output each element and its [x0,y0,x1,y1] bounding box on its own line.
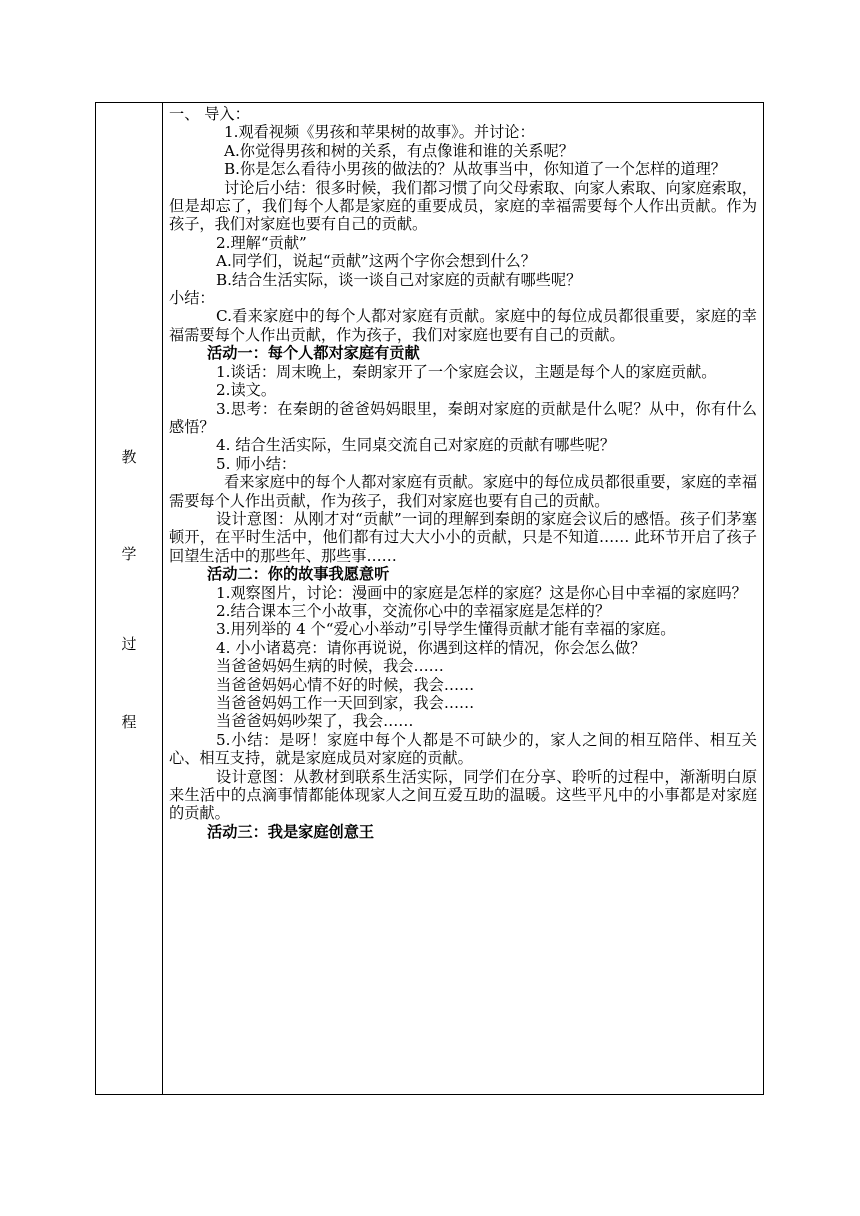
content-paragraph: 2.读文。 [216,381,277,400]
label-char: 程 [121,713,137,731]
content-paragraph: A.同学们，说起“贡献”这两个字你会想到什么？ [216,252,536,271]
section-label-column [96,103,163,1094]
label-char: 学 [121,545,137,563]
content-paragraph: 4. 结合生活实际，生同桌交流自己对家庭的贡献有哪些呢？ [216,436,616,455]
content-paragraph: 看来家庭中的每个人都对家庭有贡献。家庭中的每位成员都很重要，家庭的幸福需要每个人作出贡献，作为孩子，我们对家庭也要有自己的贡献。 [169,473,757,510]
content-paragraph: 讨论后小结：很多时候，我们都习惯了向父母索取、向家人索取、向家庭索取，但是却忘了，我们每个人都是家庭的重要成员，家庭的幸福需要每个人作出贡献。作为孩子，我们对家庭也要有自己的贡献。 [169,178,757,234]
content-paragraph: C.看来家庭中的每个人都对家庭有贡献。家庭中的每位成员都很重要，家庭的幸福需要每个人作出贡献，作为孩子，我们对家庭也要有自己的贡献。 [169,307,757,344]
lesson-table [95,102,764,1095]
content-paragraph: A.你觉得男孩和树的关系，有点像谁和谁的关系呢？ [224,141,574,160]
content-paragraph: 当爸爸妈妈生病的时候，我会…… [216,657,444,676]
content-paragraph: 2.理解“贡献” [216,233,307,252]
activity-heading: 活动三：我是家庭创意王 [207,822,375,841]
content-paragraph: 当爸爸妈妈心情不好的时候，我会…… [216,675,475,694]
content-paragraph: B.你是怎么看待小男孩的做法的？从故事当中，你知道了一个怎样的道理？ [224,160,726,179]
content-paragraph: 3.思考：在秦朗的爸爸妈妈眼里，秦朗对家庭的贡献是什么呢？从中，你有什么感悟？ [169,399,757,436]
content-paragraph: 设计意图：从教材到联系生活实际，同学们在分享、聆听的过程中，渐渐明白原来生活中的点滴事情都能体现家人之间互爱互助的温暖。这些平凡中的小事都是对家庭的贡献。 [169,767,757,823]
content-paragraph: 设计意图：从刚才对“贡献”一词的理解到秦朗的家庭会议后的感悟。孩子们茅塞顿开，在平时生活中，他们都有过大大小小的贡献，只是不知道…… 此环节开启了孩子回望生活中的那些年、那些事…… [169,509,757,565]
content-paragraph: 5.小结：是呀！家庭中每个人都是不可缺少的，家人之间的相互陪伴、相互关心、相互支持，就是家庭成员对家庭的贡献。 [169,730,757,768]
content-paragraph: B.结合生活实际，谈一谈自己对家庭的贡献有哪些呢？ [216,270,582,289]
content-paragraph: 1.观看视频《男孩和苹果树的故事》。并讨论： [224,123,535,142]
lesson-content [163,103,763,1094]
content-paragraph: 当爸爸妈妈工作一天回到家，我会…… [216,694,475,712]
content-paragraph: 4. 小小诸葛亮：请你再说说，你遇到这样的情况，你会怎么做？ [216,638,646,657]
content-paragraph: 1.谈话：周末晚上，秦朗家开了一个家庭会议，主题是每个人的家庭贡献。 [216,362,717,381]
label-char: 教 [121,448,137,466]
content-paragraph: 3.用列举的 4 个“爱心小举动”引导学生懂得贡献才能有幸福的家庭。 [216,620,676,639]
content-paragraph: 小结： [169,289,215,308]
content-paragraph: 一、 导入： [169,105,250,123]
label-char: 过 [121,635,137,653]
content-paragraph: 5. 师小结： [216,454,297,473]
activity-heading: 活动一：每个人都对家庭有贡献 [207,344,420,363]
content-paragraph: 1.观察图片，讨论：漫画中的家庭是怎样的家庭？这是你心目中幸福的家庭吗？ [216,583,747,602]
activity-heading: 活动二：你的故事我愿意听 [207,565,390,584]
content-paragraph: 当爸爸妈妈吵架了，我会…… [216,712,414,731]
content-paragraph: 2.结合课本三个小故事，交流你心中的幸福家庭是怎样的？ [216,601,611,620]
